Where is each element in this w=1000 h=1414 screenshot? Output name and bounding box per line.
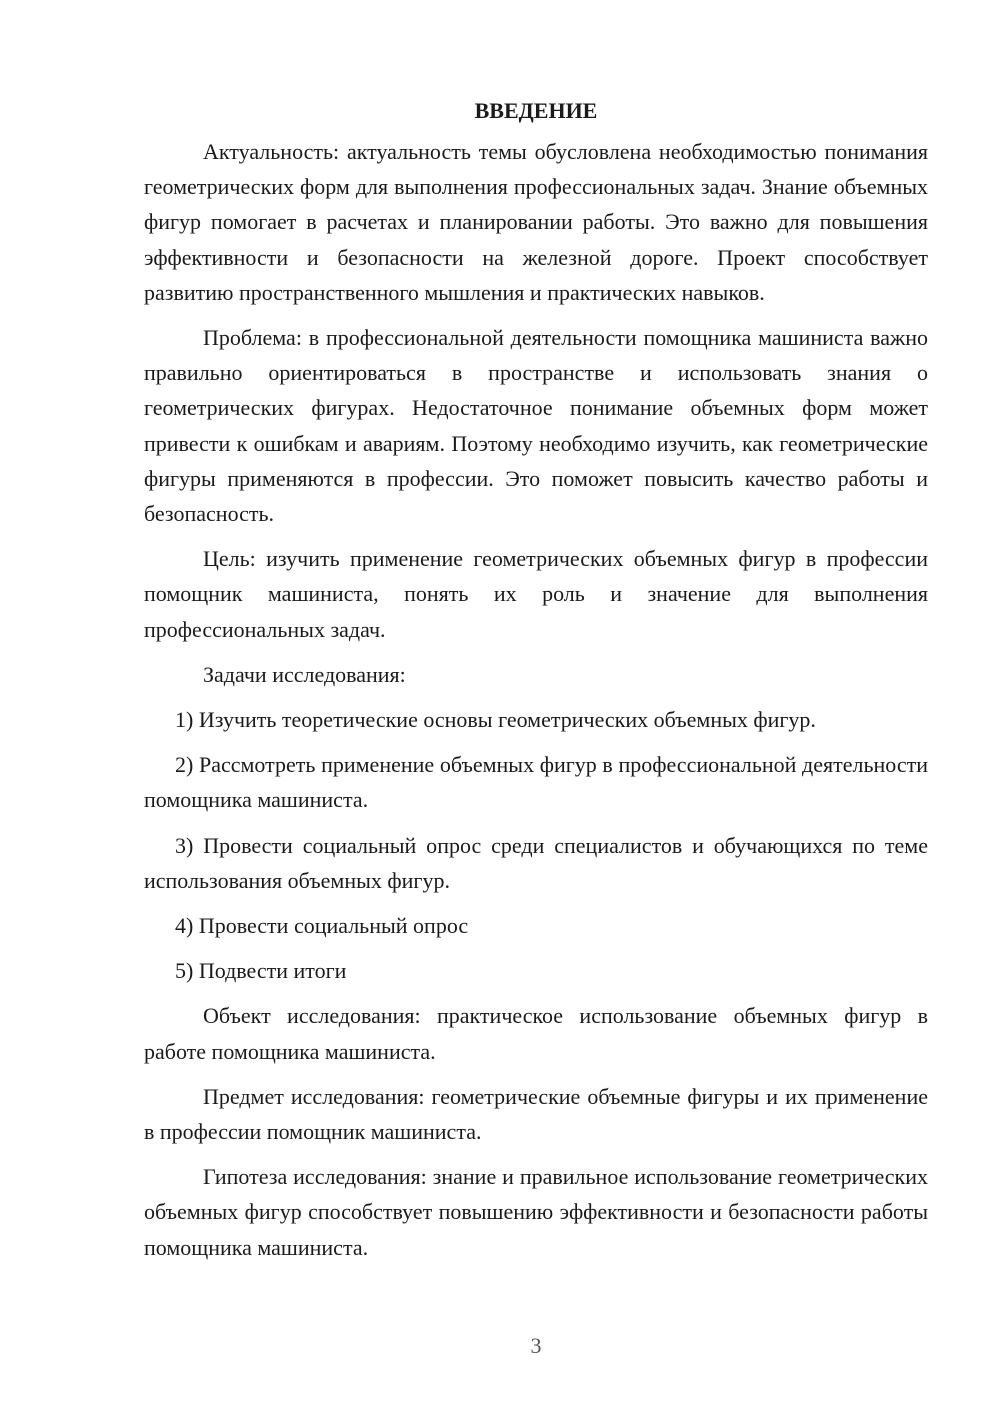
section-title: ВВЕДЕНИЕ (474, 98, 598, 123)
paragraph-goal: Цель: изучить применение геометрических объемных фигур в профессии помощник машиниста, понять их роль и значение для выполнения профессиональных задач. (144, 546, 928, 642)
paragraph-object: Объект исследования: практическое использование объемных фигур в работе помощника машиниста. (144, 1003, 928, 1064)
paragraph-problem: Проблема: в профессиональной деятельности помощника машиниста важно правильно ориентироваться в пространстве и использовать знания о геометрических фигурах. Недостаточное понимание объемных форм может привести к ошибкам и авариям. Поэтому необходимо изучить, как геометрические фигуры применяются в профессии. Это поможет повысить качество работы и безопасность. (144, 325, 928, 527)
page-number: 3 (530, 1333, 542, 1358)
task-item-2: 2) Рассмотреть применение объемных фигур в профессиональной деятельности помощника машиниста. (144, 752, 928, 813)
task-item-1: 1) Изучить теоретические основы геометрических объемных фигур. (175, 707, 816, 733)
paragraph-tasks-heading: Задачи исследования: (203, 661, 406, 687)
task-item-4: 4) Провести социальный опрос (175, 913, 469, 939)
task-item-3: 3) Провести социальный опрос среди специалистов и обучающихся по теме использования объемных фигур. (144, 832, 928, 893)
document-page (144, 96, 928, 1275)
paragraph-relevance: Актуальность: актуальность темы обусловлена необходимостью понимания геометрических форм для выполнения профессиональных задач. Знание объемных фигур помогает в расчетах и планировании работы. Это важно для повышения эффективности и безопасности на железной дороге. Проект способствует развитию пространственного мышления и практических навыков. (144, 139, 928, 305)
paragraph-hypothesis: Гипотеза исследования: знание и правильное использование геометрических объемных фигур способствует повышению эффективности и безопасности работы помощника машиниста. (144, 1164, 928, 1260)
task-item-5: 5) Подвести итоги (175, 958, 347, 984)
paragraph-subject: Предмет исследования: геометрические объемные фигуры и их применение в профессии помощник машиниста. (144, 1083, 928, 1145)
